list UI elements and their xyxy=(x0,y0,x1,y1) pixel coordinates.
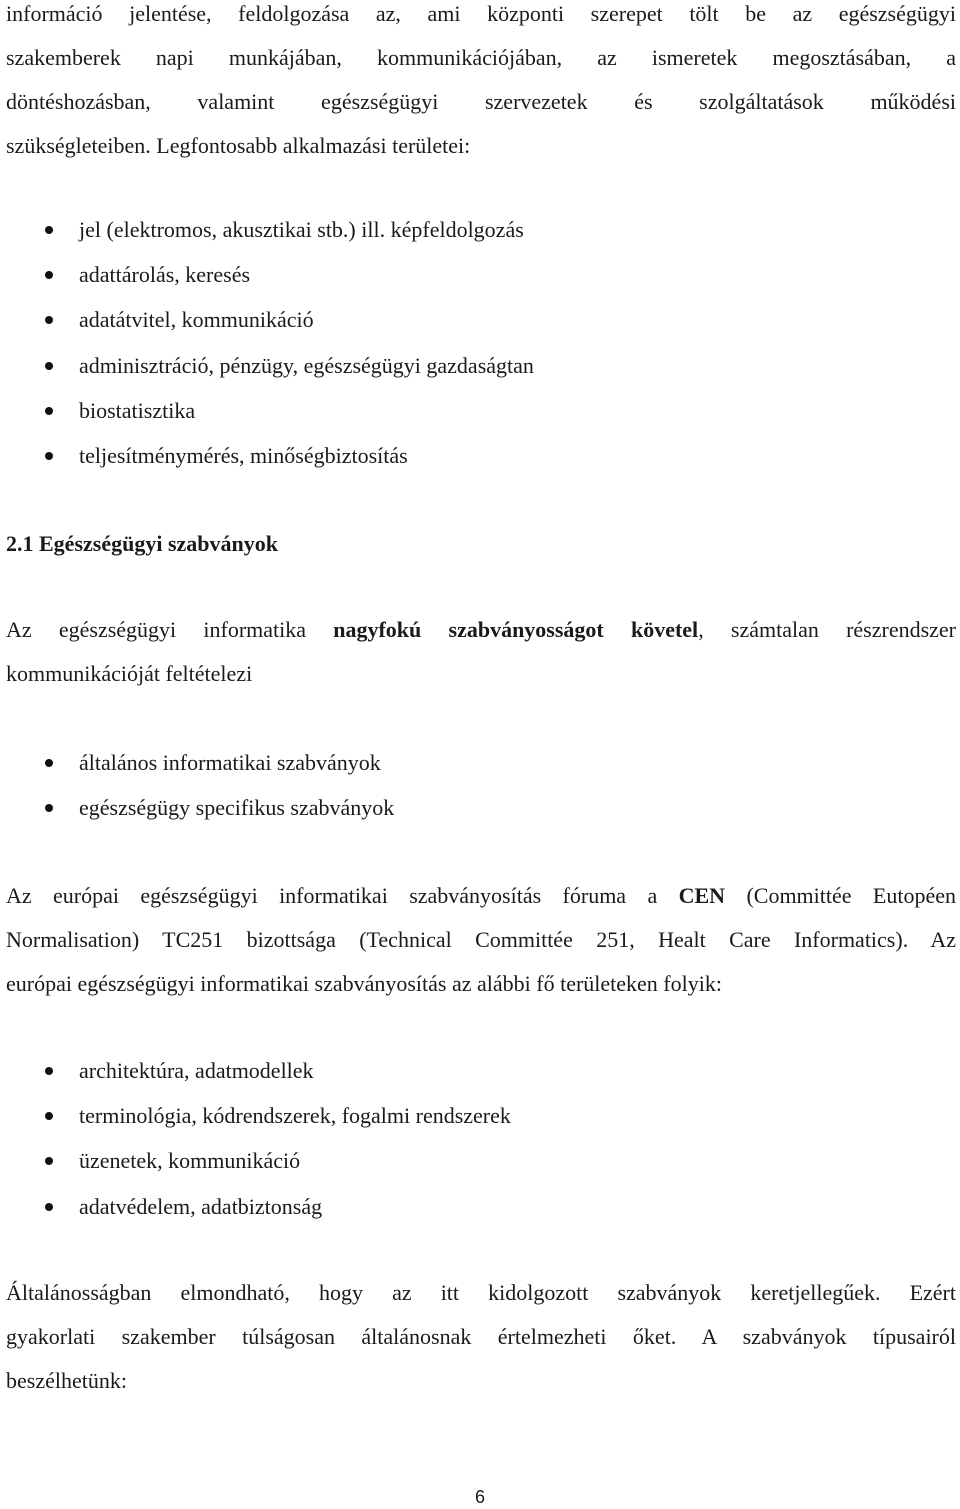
list-item-text: adatvédelem, adatbiztonság xyxy=(79,1193,323,1219)
list-item-text: üzenetek, kommunikáció xyxy=(79,1148,301,1174)
list-item xyxy=(6,748,394,793)
list-item-text: egészségügy specifikus szabványok xyxy=(79,795,395,821)
paragraph-line: gyakorlati szakember túlságosan általánosnak értelmezheti őket. A szabványok típusairól xyxy=(6,1324,956,1349)
list-item xyxy=(6,215,534,260)
bullet-icon xyxy=(45,804,53,812)
list-item-text: általános informatikai szabványok xyxy=(79,750,381,775)
intro-line: szakemberek napi munkájában, kommunikációjában, az ismeretek megosztásában, a xyxy=(6,45,956,70)
list-item-text: adatátvitel, kommunikáció xyxy=(79,307,314,333)
paragraph-line xyxy=(6,608,956,652)
list-item-text: adattárolás, keresés xyxy=(79,262,251,288)
bullet-icon xyxy=(45,452,53,460)
intro-line: döntéshozásban, valamint egészségügyi szervezetek és szolgáltatások működési xyxy=(6,89,956,114)
intro-line: szükségleteiben. Legfontosabb alkalmazási területei: xyxy=(6,133,471,158)
list-item-text: terminológia, kódrendszerek, fogalmi rendszerek xyxy=(79,1103,511,1129)
list-item xyxy=(6,260,534,305)
list-item-text: architektúra, adatmodellek xyxy=(79,1058,314,1083)
paragraph-line: európai egészségügyi informatikai szabványosítás az alábbi fő területeken folyik: xyxy=(6,971,722,996)
list-item xyxy=(6,1101,511,1146)
list-item-text: teljesítménymérés, minőségbiztosítás xyxy=(79,442,408,468)
intro-line: információ jelentése, feldolgozása az, ami központi szerepet tölt be az egészségügyi xyxy=(6,1,956,26)
bullet-icon xyxy=(45,1157,53,1165)
paragraph-line: Általánosságban elmondható, hogy az itt kidolgozott szabványok keretjellegűek. Ezért xyxy=(6,1280,956,1305)
list-item xyxy=(6,351,534,396)
standard-types-list xyxy=(6,748,394,838)
bullet-icon xyxy=(45,271,53,279)
list-item xyxy=(6,396,534,441)
page-number: 6 xyxy=(474,1487,485,1507)
list-item xyxy=(6,1192,511,1237)
standards-paragraph xyxy=(6,608,956,696)
bold-text: nagyfokú szabványosságot követel xyxy=(333,617,699,642)
bullet-icon xyxy=(45,407,53,415)
list-item-text: biostatisztika xyxy=(79,397,196,423)
paragraph-line xyxy=(6,874,956,918)
application-areas-list xyxy=(6,215,534,486)
intro-paragraph xyxy=(6,0,956,168)
list-item xyxy=(6,793,394,838)
text-run: Az egészségügyi informatika xyxy=(6,617,334,642)
standardization-areas-list xyxy=(6,1056,511,1237)
paragraph-line: beszélhetünk: xyxy=(6,1368,127,1393)
bold-text: CEN xyxy=(678,883,726,908)
bullet-icon xyxy=(45,226,53,234)
bullet-icon xyxy=(45,362,53,370)
bullet-icon xyxy=(45,1067,53,1075)
section-heading: 2.1 Egészségügyi szabványok xyxy=(6,531,278,556)
bullet-icon xyxy=(45,759,53,767)
list-item-text: adminisztráció, pénzügy, egészségügyi gazdaságtan xyxy=(79,352,534,378)
list-item xyxy=(6,1056,511,1101)
text-run: Az európai egészségügyi informatikai szabványosítás fóruma a xyxy=(6,883,679,908)
list-item xyxy=(6,441,534,486)
text-run: (Committée Eutopéen xyxy=(725,883,957,908)
summary-paragraph xyxy=(6,1271,956,1403)
list-item-text: jel (elektromos, akusztikai stb.) ill. képfeldolgozás xyxy=(79,217,524,242)
paragraph-line: kommunikációját feltételezi xyxy=(6,661,253,686)
paragraph-line: Normalisation) TC251 bizottsága (Technical Committée 251, Healt Care Informatics). Az xyxy=(6,927,956,952)
list-item xyxy=(6,305,534,350)
text-run: , számtalan részrendszer xyxy=(698,617,957,642)
cen-paragraph xyxy=(6,874,956,1006)
bullet-icon xyxy=(45,1112,53,1120)
list-item xyxy=(6,1146,511,1191)
bullet-icon xyxy=(45,1203,53,1211)
bullet-icon xyxy=(45,316,53,324)
